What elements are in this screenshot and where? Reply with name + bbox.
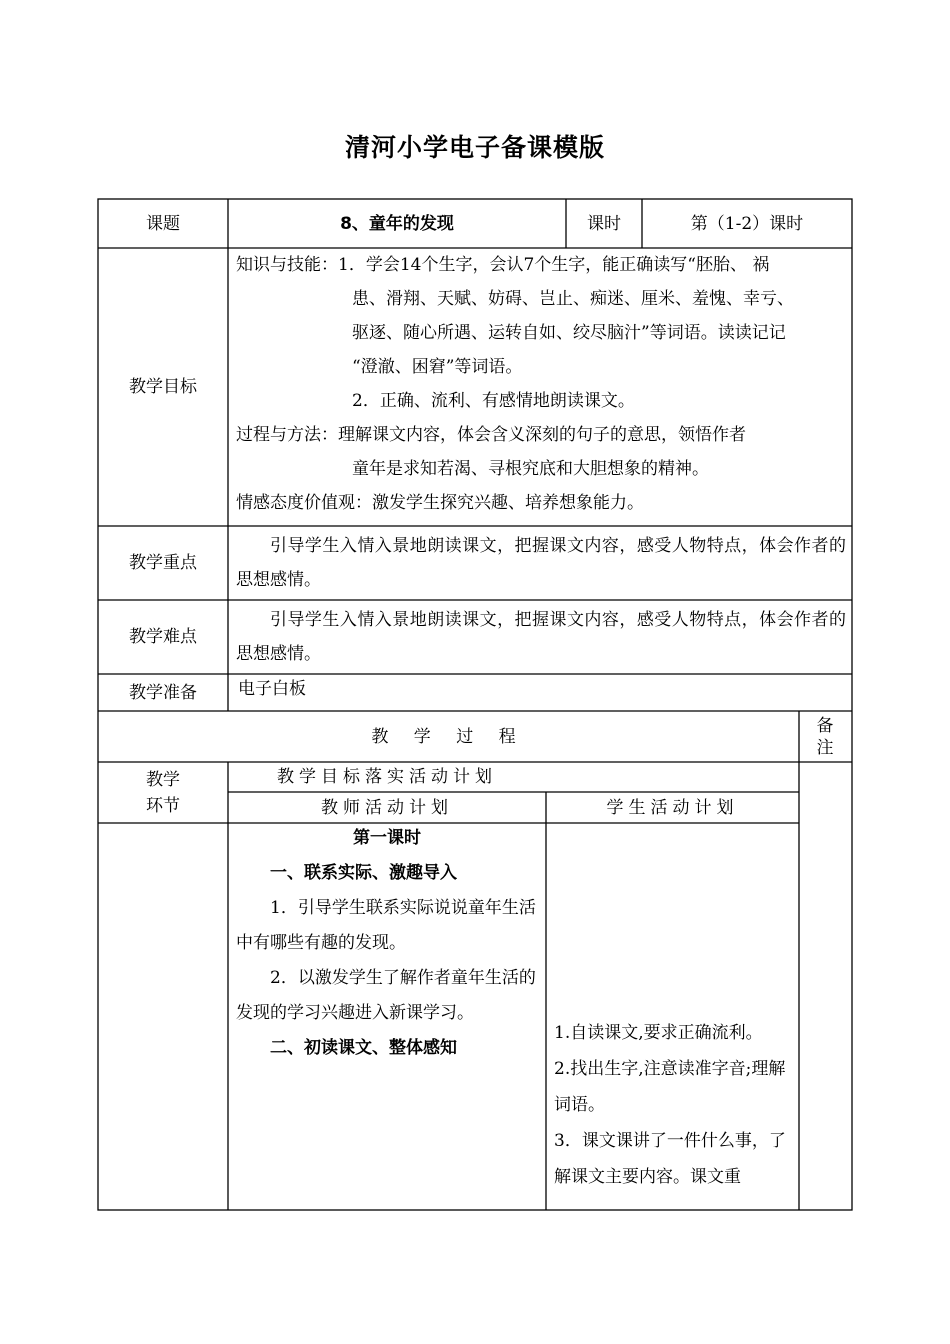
remarks-label: 备注	[816, 715, 834, 758]
objective-line: 知识与技能：1．学会14个生字，会认7个生字，能正确读写“胚胎、 祸	[236, 255, 770, 275]
objectives-content	[236, 248, 848, 526]
difficulties-label: 教学难点	[129, 627, 197, 647]
objective-line: 患、滑翔、天赋、妨碍、岂止、痴迷、厘米、羞愧、幸亏、	[352, 289, 794, 309]
objective-line: 童年是求知若渴、寻根究底和大胆想象的精神。	[352, 459, 709, 479]
difficulties-text: 引导学生入情入景地朗读课文，把握课文内容，感受人物特点，体会作者的思想感情。	[236, 610, 846, 664]
preparation-value: 电子白板	[238, 679, 306, 699]
key-points-label: 教学重点	[129, 553, 197, 573]
topic-value-text: 8、童年的发现	[340, 213, 454, 234]
objective-line: 2．正确、流利、有感情地朗读课文。	[352, 391, 635, 411]
topic-value	[228, 199, 566, 248]
stage-label: 教学环节	[146, 769, 180, 816]
teacher-label: 教师活动计划	[321, 797, 453, 818]
teacher-item: 1．引导学生联系实际说说童年生活中有哪些有趣的发现。	[236, 898, 536, 953]
teacher-plan	[236, 821, 538, 1206]
page-title: 清河小学电子备课模版	[344, 133, 605, 162]
objective-line: 过程与方法：理解课文内容，体会含义深刻的句子的意思，领悟作者	[236, 425, 746, 445]
objectives-label: 教学目标	[129, 377, 197, 397]
student-label: 学生活动计划	[606, 797, 739, 818]
period-label: 课时	[587, 213, 621, 234]
student-item: 2.找出生字,注意读准字音;理解词语。	[554, 1059, 786, 1115]
plan-label: 教学目标落实活动计划	[277, 767, 497, 787]
objective-line: “澄澈、困窘”等词语。	[352, 357, 523, 377]
period-value: 第（1-2）课时	[690, 213, 804, 234]
student-item: 1.自读课文,要求正确流利。	[554, 1023, 763, 1043]
student-item: 3．课文课讲了一件什么事，了解课文主要内容。课文重	[554, 1131, 786, 1187]
preparation-label: 教学准备	[129, 682, 197, 703]
section-heading: 一、联系实际、激趣导入	[270, 863, 457, 883]
difficulties-content	[236, 600, 846, 674]
teacher-item: 2．以激发学生了解作者童年生活的发现的学习兴趣进入新课学习。	[236, 968, 536, 1023]
process-label: 教 学 过 程	[371, 726, 526, 747]
student-plan	[554, 1015, 792, 1205]
objective-line: 情感态度价值观：激发学生探究兴趣、培养想象能力。	[236, 493, 644, 513]
key-points-content	[236, 526, 846, 600]
key-points-text: 引导学生入情入景地朗读课文，把握课文内容，感受人物特点，体会作者的思想感情。	[236, 536, 846, 590]
topic-label: 课题	[146, 213, 180, 234]
section-heading: 二、初读课文、整体感知	[270, 1038, 457, 1058]
objective-line: 驱逐、随心所遇、运转自如、绞尽脑汁”等词语。读读记记	[352, 323, 786, 343]
lesson-title: 第一课时	[353, 828, 421, 848]
